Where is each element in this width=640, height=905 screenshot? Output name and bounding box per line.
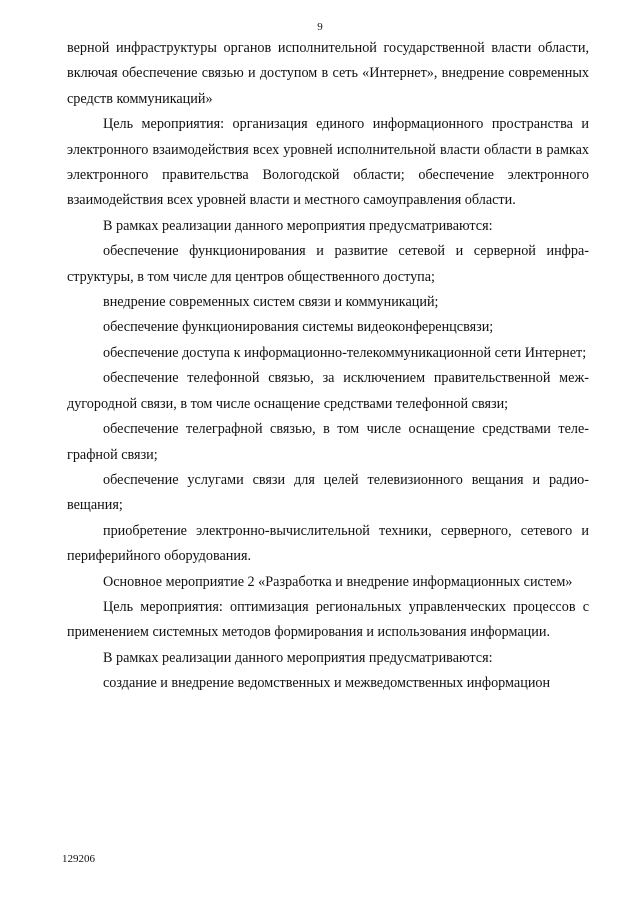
list-item-network-infrastructure: обеспечение функционирования и развитие сетевой и серверной инфраструктуры, в том числе для центров общественного доступа;	[67, 243, 589, 285]
list-item-information-systems: создание и внедрение ведомственных и межведомственных информацион	[103, 675, 551, 692]
page-number: 9	[317, 21, 323, 33]
list-item-telephone: обеспечение телефонной связью, за исключением правительственной междугородной связи, в том числе оснащение средствами телефонной связи;	[67, 370, 589, 412]
document-body	[67, 36, 589, 697]
document-code: 129206	[62, 853, 95, 865]
paragraph-intro-2: В рамках реализации данного мероприятия предусматриваются:	[103, 649, 493, 666]
list-item-videoconference: обеспечение функционирования системы видеоконференцсвязи;	[103, 319, 494, 336]
paragraph-main-activity-2: Основное мероприятие 2 «Разработка и внедрение информационных систем»	[103, 573, 573, 590]
list-item-hardware: приобретение электронно-вычислительной техники, серверного, сетевого и периферийного оборудования.	[67, 522, 589, 565]
list-item-broadcasting: обеспечение услугами связи для целей телевизионного вещания и радиовещания;	[67, 471, 589, 514]
paragraph-goal: Цель мероприятия: организация единого информационного пространства и электронного взаимодействия всех уровней исполнительной власти области в рамках электронного правительства Вологодской области; обеспечение электронного взаимодействия всех уровней власти и местного самоуправления области.	[67, 116, 589, 209]
list-item-internet-access: обеспечение доступа к информационно-телекоммуникационной сети Интернет;	[103, 344, 587, 361]
paragraph-goal-2: Цель мероприятия: оптимизация региональных управленческих процессов с применением системных методов формирования и использования информации.	[67, 598, 589, 641]
list-item-communication-systems: внедрение современных систем связи и коммуникаций;	[103, 294, 439, 311]
paragraph-intro: В рамках реализации данного мероприятия предусматриваются:	[103, 217, 493, 234]
paragraph-continuation: верной инфраструктуры органов исполнительной государственной власти области, включая обеспечение связью и доступом в сеть «Интернет», внедрение современных средств коммуникаций»	[67, 40, 589, 107]
list-item-telegraph: обеспечение телеграфной связью, в том числе оснащение средствами телеграфной связи;	[67, 421, 589, 463]
